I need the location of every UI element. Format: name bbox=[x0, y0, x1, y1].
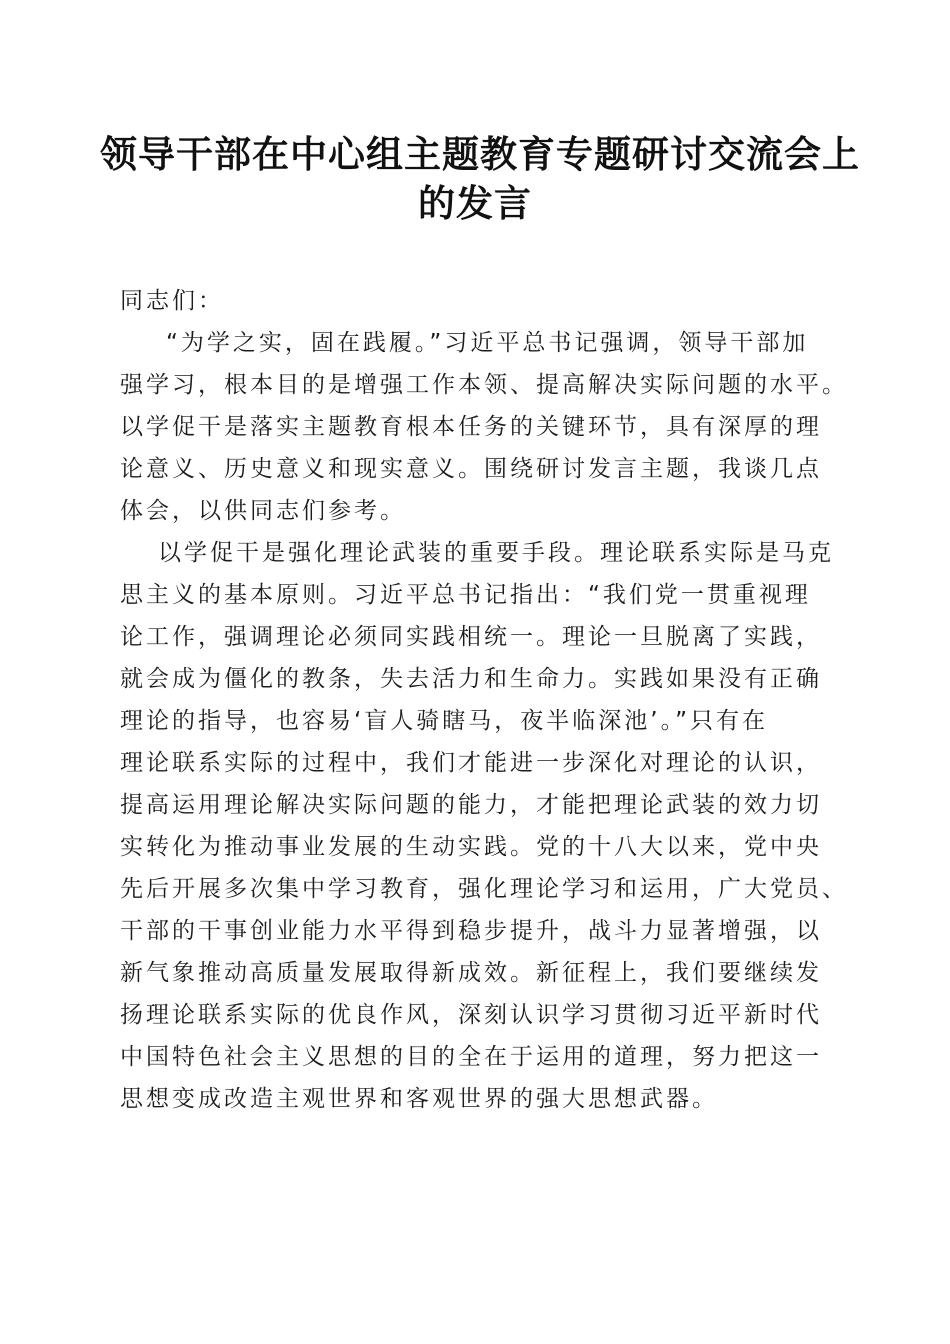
paragraph-line: 新气象推动高质量发展取得新成效。新征程上，我们要继续发 bbox=[120, 960, 822, 986]
paragraph-line: 实转化为推动事业发展的生动实践。党的十八大以来，党中央 bbox=[120, 834, 822, 860]
paragraph-line: 以学促干是强化理论武装的重要手段。理论联系实际是马克 bbox=[158, 540, 834, 566]
paragraph-line: 先后开展多次集中学习教育，强化理论学习和运用，广大党员、 bbox=[120, 876, 848, 902]
paragraph-2 bbox=[120, 532, 848, 1120]
page-title bbox=[100, 130, 860, 228]
paragraph-line: 强学习，根本目的是增强工作本领、提高解决实际问题的水平。 bbox=[120, 372, 848, 398]
paragraph-line: 以学促干是落实主题教育根本任务的关键环节，具有深厚的理 bbox=[120, 414, 822, 440]
paragraph-line: 扬理论联系实际的优良作风，深刻认识学习贯彻习近平新时代 bbox=[120, 1002, 822, 1028]
paragraph-line: 中国特色社会主义思想的目的全在于运用的道理，努力把这一 bbox=[120, 1044, 822, 1070]
paragraph-line: 干部的干事创业能力水平得到稳步提升，战斗力显著增强，以 bbox=[120, 918, 822, 944]
title-line: 的发言 bbox=[418, 181, 532, 225]
paragraph-line: 理论联系实际的过程中，我们才能进一步深化对理论的认识， bbox=[120, 750, 822, 776]
paragraph-line: 论意义、历史意义和现实意义。围绕研讨发言主题，我谈几点 bbox=[120, 456, 822, 482]
paragraph-line: 提高运用理论解决实际问题的能力，才能把理论武装的效力切 bbox=[120, 792, 822, 818]
salutation: 同志们： bbox=[120, 288, 224, 314]
title-line: 领导干部在中心组主题教育专题研讨交流会上 bbox=[100, 132, 860, 176]
document-body bbox=[120, 280, 848, 1120]
paragraph-line: 就会成为僵化的教条，失去活力和生命力。实践如果没有正确 bbox=[120, 666, 822, 692]
paragraph-line: 理论的指导，也容易‘盲人骑瞎马，夜半临深池’。”只有在 bbox=[120, 708, 769, 734]
paragraph-line: 思主义的基本原则。习近平总书记指出：“我们党一贯重视理 bbox=[120, 582, 811, 608]
paragraph-line: 论工作，强调理论必须同实践相统一。理论一旦脱离了实践， bbox=[120, 624, 822, 650]
paragraph-line: “为学之实，固在践履。”习近平总书记强调，领导干部加 bbox=[166, 330, 809, 356]
paragraph-1 bbox=[120, 322, 848, 532]
paragraph-line: 思想变成改造主观世界和客观世界的强大思想武器。 bbox=[120, 1086, 718, 1112]
paragraph-line: 体会，以供同志们参考。 bbox=[120, 498, 406, 524]
